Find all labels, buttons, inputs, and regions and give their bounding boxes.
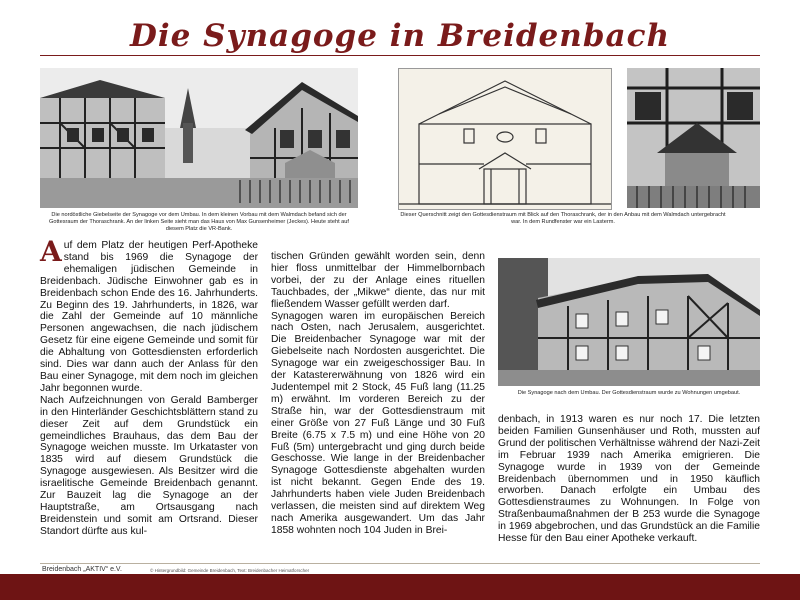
text-column-2	[271, 251, 485, 537]
photo-synagogue-after-remodel	[498, 258, 760, 386]
photo-gable-detail	[627, 68, 760, 208]
paragraph: Nach Aufzeichnungen von Gerald Bamberger in den Hinterländer Geschichtsblättern stand zu dieser Zeit auf dem Grundstück ein gemeindliches Brauhaus, das dem Bau der Synagoge weichen musste. Im Urkataster von 1835 wird auf diesem Grundstück die Synagoge ausgewiesen. Als Besitzer wird die israelitische Gemeinde Breidenbach genannt. Zur Bauzeit lag die Synagoge an der Hauptstraße, am Ortsausgang nach Breidenstein und somit am Ortsrand. Dieser Standort dürfte aus kul-	[40, 394, 258, 537]
caption-photo-street: Die nordöstliche Giebelseite der Synagoge vor dem Umbau. In dem kleinen Vorbau mit dem Walmdach befand sich der Gottesraum der Thoraschrank. An der linken Seite sieht man das Haus von Max Gunsenheimer (Jeckes). Heute steht auf diesem Platz die VR-Bank.	[49, 212, 349, 232]
title-divider	[40, 55, 760, 56]
paragraph: uf dem Platz der heutigen Perf-Apotheke stand bis 1969 die Synagoge der ehemaligen jüdischen Gemeinde in Breidenbach. Jüdische Einwohner gab es in Breidenbach schon Ende des 16. Jahrhunderts. Zu Beginn des 19. Jahrhunderts, in 1826, war die Zahl der Gemeinde auf 10 männliche Personen angewachsen, die nach jüdischem Gesetz für eine eigene Gemeinde und somit für die Abhaltung von Gottesdiensten erforderlich sind. Dies war dann auch der Anlass für den Bau einer Synagoge, mit dem noch im gleichen Jahr begonnen wurde.	[40, 240, 258, 394]
paragraph: Synagogen waren im europäischen Bereich nach Osten, nach Jerusalem, ausgerichtet. Die Breidenbacher Synagoge war mit der Giebelseite nach Nordosten ausgerichtet. Die Synagoge war ein zweigeschossiger Bau. In der Katastererwähnung von 1826 wird ein Judentempel mit 2 Stock, 45 Fuß lang (11.25 m) erwähnt. Im vorderen Bereich zu der Straße hin, war der Gottesdienstraum mit einer Größe von 27 Fuß Länge und 30 Fuß Breite (6.75 x 7.5 m) und eine Höhe von 20 Fuß (5m) untergebracht und ging durch beide Geschosse. Wie lange in der Breidenbacher Synagoge Gottesdienste abgehalten wurden ist nicht bekannt. Gegen Ende des 19. Jahrhunderts haben viele Juden Breidenbach verlassen, die meisten sind auf direktem Weg nach Amerika ausgewandert. Um das Jahr 1858 wohnten noch 104 Juden in Brei-	[271, 310, 485, 536]
caption-cross-section: Dieser Querschnitt zeigt den Gottesdienstraum mit Blick auf den Thoraschrank, der in den Anbau mit dem Walmdach untergebracht war. In dem Rundfenster war ein Lasterm.	[400, 212, 726, 225]
cross-section-drawing	[398, 68, 612, 210]
footer-association: Breidenbach „AKTIV“ e.V.	[42, 566, 122, 573]
text-column-1	[40, 235, 258, 538]
footer-divider	[40, 563, 760, 564]
bottom-band	[0, 574, 800, 600]
drop-cap: A	[40, 235, 62, 268]
paragraph: denbach, in 1913 waren es nur noch 17. Die letzten beiden Familien Gunsenhäuser und Roth, mussten auf Grund der politischen Verhältnisse während der Nazi-Zeit im Februar 1939 nach Amerika emigrieren. Die Synagoge wurde in 1939 von der Gemeinde Breidenbach übernommen und in 1950 käuflich erworben. Danach erfolgte ein Umbau des Gottesdienstraumes zu Wohnungen. In Folge von Straßenbaumaßnahmen der B 253 wurde die Synagoge in 1969 abgebrochen, und das Grundstück an die Familie Hesse für den Bau einer Apotheke verkauft.	[498, 414, 760, 545]
page-title: Die Synagoge in Breidenbach	[130, 18, 670, 54]
paragraph: tischen Gründen gewählt worden sein, denn hier floss unmittelbar der Himmelbornbach vorbei, der zu der Anlage eines rituellen Tauchbades, der „Mikwe“ diente, das nur mit fließendem Wasser gefüllt werden darf.	[271, 251, 485, 310]
text-column-3	[498, 414, 760, 545]
footer-copyright: © Hintergrundbild: Gemeinde Breidenbach, Text: Breidenbacher Heimatforscher	[150, 568, 310, 573]
caption-photo-after-remodel: Die Synagoge nach dem Umbau. Der Gottesdienstraum wurde zu Wohnungen umgebaut.	[517, 390, 741, 396]
photo-street-view	[40, 68, 358, 208]
